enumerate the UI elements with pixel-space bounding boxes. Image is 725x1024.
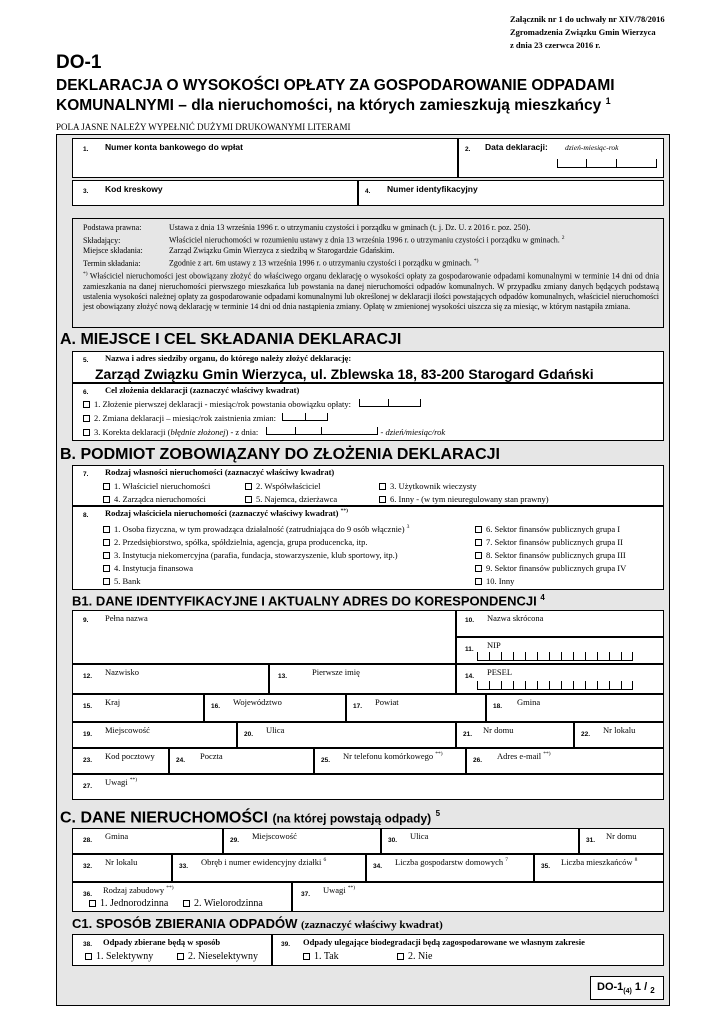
option-label: 8. Sektor finansów publicznych grupa III [486,550,626,560]
option-label: 2. Nie [408,951,433,962]
option-label: 9. Sektor finansów publicznych grupa IV [486,563,627,573]
checkbox[interactable] [83,415,90,422]
nip-field[interactable]: 11. NIP [456,637,664,664]
checkbox[interactable] [379,496,386,503]
section-a-title: A. MIEJSCE I CEL SKŁADANIA DEKLARACJI [60,331,402,348]
field-number: 7. [83,471,89,478]
owner-type-option[interactable] [475,563,626,573]
annex-line-3: z dnia 23 czerwca 2016 r. [510,40,601,50]
option-label: 1. Właściciel nieruchomości [114,481,211,491]
fill-instruction: POLA JASNE NALEŻY WYPEŁNIĆ DUŻYMI DRUKOWANYMI LITERAMI [56,122,351,132]
field-label: Liczba mieszkańców $^8$ [561,857,638,867]
option-label: ) - z dnia: [225,427,259,437]
footnote-mark: *) [83,271,88,278]
checkbox[interactable] [475,565,482,572]
checkbox[interactable] [475,526,482,533]
option-label: 2. Współwłaściciel [256,481,321,491]
field-number: 6. [83,389,89,396]
post-office-field[interactable]: 24. Poczta [169,748,314,774]
page-indicator [590,976,664,1000]
bank-account-field[interactable] [72,138,458,178]
property-locality-field[interactable]: 29. Miejscowość [223,828,381,854]
option-label: 1. Osoba fizyczna, w tym prowadząca działalność (zatrudniająca do 9 osób włącznie) [114,524,405,534]
country-field[interactable]: 15. Kraj [72,694,204,722]
checkbox[interactable] [83,401,90,408]
ownership-option[interactable] [103,481,210,491]
field-label: Ulica [410,831,429,841]
ownership-option[interactable] [245,481,321,491]
field-label: Adres e-mail **) [497,751,551,761]
legal-key: Termin składania: [83,258,141,268]
field-label: Uwagi **) [105,777,138,787]
building-type-single-family[interactable] [89,898,168,909]
authority-address: Zarząd Związku Gmin Wierzyca, ul. Zblewska 18, 83-200 Starogard Gdański [95,366,594,382]
biodegradable-waste-field: 39. Odpady ulegające biodegradacji będą zagospodarowane we własnym zakresie 1. Tak 2. Nie [272,934,664,966]
footnote-mark: *) [473,258,479,265]
legal-note: Właściciel nieruchomości jest obowiązany złożyć do właściwego organu deklarację o wysokości opłaty za gospodarowanie odpadami komunalnymi w terminie 14 dni od dnia zamieszkania na danej nieruchomości pierwszego mieszkańca lub powstania na danej nieruchomości odpadów komunalnych. W przypadku zmiany danych będących podstawą ustalenia wysokości należnej opłaty za gospodarowanie odpadami komunalnymi lub określonej w deklaracji ilości powstających odpadów komunalnych, właściciel nieruchomości jest obowiązany złożyć nową deklarację w terminie 14 dni od dnia nastąpienia zmiany. Opłatę w zmienionej wysokości uiszcza się za miesiąc, w którym nastąpiła zmiana. [83,271,659,312]
checkbox[interactable] [245,496,252,503]
pesel-field[interactable]: 14. PESEL [456,664,664,694]
purpose-first-declaration[interactable] [83,399,421,409]
option-label: 2. Nieselektywny [188,951,258,962]
option-label: 3. Korekta deklaracji ( [94,427,171,437]
option-label: 1. Złożenie pierwszej deklaracji - miesiąc/rok powstania obowiązku opłaty: [94,399,352,409]
owner-type-option[interactable] [103,537,368,547]
annex-note [510,13,665,52]
date-format-hint: dzień-miesiąc-rok [565,143,619,152]
building-type-field: 36. Rodzaj zabudowy **) 1. Jednorodzinna 2. Wielorodzinna [72,882,292,912]
households-count-field[interactable]: 34. Liczba gospodarstw domowych $^7$ [366,854,534,882]
field-number: 2. [465,146,471,153]
locality-field[interactable]: 19. Miejscowość [72,722,237,748]
collection-selective[interactable] [85,951,153,962]
field-label: Pierwsze imię [312,667,360,677]
street-field[interactable]: 20. Ulica [237,722,456,748]
owner-type-option[interactable]: 1. Osoba fizyczna, w tym prowadząca działalność (zatrudniająca do 9 osób włącznie) $^3$ [103,524,409,534]
field-label: Powiat [375,697,399,707]
month-year-boxes[interactable] [359,399,421,407]
property-street-field[interactable]: 30. Ulica [381,828,579,854]
full-name-field[interactable]: 9. Pełna nazwa [72,610,456,664]
field-label: Kraj [105,697,121,707]
field-label: Data deklaracji: [485,142,548,152]
footnote-mark: 2 [561,235,565,242]
annex-line-1: Załącznik nr 1 do uchwały nr XIV/78/2016 [510,14,665,24]
checkbox[interactable] [85,953,92,960]
page-indicator-text: $DO-1_{(4)}$ 1 / $_2$ [597,981,655,996]
option-label-italic: błędnie złożonej [170,427,226,437]
checkbox[interactable] [89,900,96,907]
legal-value: Właściciel nieruchomości w rozumieniu ustawy z dnia 13 września 1996 r. o utrzymaniu czystości i porządku w gminach. [169,235,560,245]
section-b-title: B. PODMIOT ZOBOWIĄZANY DO ZŁOŻENIA DEKLARACJI [60,446,500,463]
checkbox[interactable] [103,552,110,559]
form-title-line-1: DEKLARACJA O WYSOKOŚCI OPŁATY ZA GOSPODAROWANIE ODPADAMI [56,77,615,94]
legal-value: Zgodnie z art. 6m ustawy z 13 września 1996 r. o utrzymaniu czystości i porządku w gminach. [169,258,472,268]
nip-digit-boxes[interactable] [477,652,633,662]
legal-key: Miejsce składania: [83,246,143,256]
option-label: 5. Najemca, dzierżawca [256,494,338,504]
property-house-number-field[interactable]: 31. Nr domu [579,828,664,854]
legal-key: Podstawa prawna: [83,223,142,232]
ownership-option[interactable] [379,494,549,504]
legal-key: Składający: [83,235,121,245]
remarks-field[interactable]: 27. Uwagi **) [72,774,664,800]
checkbox[interactable] [103,526,110,533]
property-apartment-number-field[interactable]: 32. Nr lokalu [72,854,172,882]
option-label: 1. Tak [314,951,339,962]
field-label: Nazwa skrócona [487,613,544,623]
field-label: Ulica [266,725,285,735]
house-number-field[interactable]: 21. Nr domu [456,722,574,748]
option-label: 5. Bank [114,576,141,586]
field-label: Cel złożenia deklaracji (zaznaczyć właściwy kwadrat) [105,385,300,395]
surname-field[interactable]: 12. Nazwisko [72,664,269,694]
plot-number-field[interactable]: 33. Obręb i numer ewidencyjny działki $^6$ [172,854,366,882]
field-label: Miejscowość [105,725,150,735]
declaration-purpose-field [72,383,664,441]
field-number: 5. [83,357,89,364]
ownership-option[interactable] [245,494,337,504]
checkbox[interactable] [397,953,404,960]
form-code: DO-1 [56,52,102,73]
collection-method-field: 38. Odpady zbierane będą w sposób 1. Selektywny 2. Nieselektywny [72,934,272,966]
purpose-change-declaration[interactable] [83,413,328,423]
option-label: 3. Użytkownik wieczysty [390,481,477,491]
commune-field[interactable]: 18. Gmina [486,694,664,722]
field-number: 3. [83,188,89,195]
date-format-hint: - dzień/miesiąc/rok [380,427,446,437]
field-label: Nr domu [483,725,514,735]
field-label: Kod kreskowy [105,184,163,194]
option-label: 4. Instytucja finansowa [114,563,194,573]
annex-line-2: Zgromadzenia Związku Gmin Wierzyca [510,27,656,37]
checkbox[interactable] [103,539,110,546]
checkbox[interactable] [177,953,184,960]
checkbox[interactable] [103,565,110,572]
field-label: Nazwisko [105,667,139,677]
purpose-correction[interactable] [83,427,445,437]
identification-number-field [358,180,664,206]
field-label: Numer identyfikacyjny [387,184,478,194]
first-name-field[interactable]: 13. Pierwsze imię [269,664,456,694]
field-number: 1. [83,146,89,153]
property-remarks-field[interactable]: 37. Uwagi **) [292,882,664,912]
owner-type-option[interactable] [475,537,623,547]
legal-info-block [72,218,664,328]
checkbox[interactable] [303,953,310,960]
field-label: Nr lokalu [603,725,636,735]
ownership-type-field [72,465,664,506]
field-label: Województwo [233,697,282,707]
field-number: 8. [83,512,89,519]
field-label: Odpady zbierane będą w sposób [103,937,221,947]
owner-type-option[interactable] [475,576,514,586]
field-label: PESEL [487,667,513,677]
owner-type-option[interactable] [475,524,620,534]
field-label: Gmina [105,831,129,841]
field-label: NIP [487,640,501,650]
date-boxes [557,159,657,168]
option-label: 1. Jednorodzinna [100,898,169,909]
checkbox[interactable] [83,429,90,436]
option-label: 2. Zmiana deklaracji – miesiąc/rok zaistnienia zmian: [94,413,276,423]
postal-code-field[interactable]: 23. Kod pocztowy [72,748,169,774]
authority-field [72,351,664,383]
field-label: Uwagi **) [323,885,356,895]
owner-type-option[interactable] [103,550,398,560]
field-label: Odpady ulegające biodegradacji będą zagospodarowane we własnym zakresie [303,937,585,947]
field-label: Rodzaj zabudowy **) [103,885,174,895]
short-name-field[interactable]: 10. Nazwa skrócona [456,610,664,637]
owner-type-option[interactable] [103,563,193,573]
checkbox[interactable] [245,483,252,490]
checkbox[interactable] [103,496,110,503]
checkbox[interactable] [475,539,482,546]
field-label: Gmina [517,697,541,707]
field-label: Obręb i numer ewidencyjny działki $^6$ [201,857,327,867]
field-number: 4. [365,188,371,195]
option-label: 3. Instytucja niekomercyjna (parafia, fundacja, stowarzyszenie, klub sportowy, itp.) [114,550,398,560]
option-label: 4. Zarządca nieruchomości [114,494,206,504]
date-boxes[interactable] [266,427,378,435]
building-type-multi-family[interactable] [183,898,263,909]
owner-type-option[interactable] [475,550,626,560]
option-label: 7. Sektor finansów publicznych grupa II [486,537,623,547]
voivodeship-field[interactable]: 16. Województwo [204,694,346,722]
field-label: Miejscowość [252,831,297,841]
option-label: 1. Selektywny [96,951,154,962]
field-label: Nazwa i adres siedziby organu, do którego należy złożyć deklarację: [105,353,352,363]
section-c1-title: C1. SPOSÓB ZBIERANIA ODPADÓW (zaznaczyć właściwy kwadrat) [72,916,443,931]
mobile-phone-field[interactable]: 25. Nr telefonu komórkowego **) [314,748,466,774]
checkbox[interactable] [183,900,190,907]
pesel-digit-boxes[interactable] [477,681,633,691]
section-b1-title: B1. DANE IDENTYFIKACYJNE I AKTUALNY ADRES DO KORESPONDENCJI $^4$ [72,593,545,609]
barcode-field [72,180,358,206]
field-label: Nr domu [606,831,637,841]
option-label: 6. Inny - (w tym nieuregulowany stan prawny) [390,494,549,504]
property-commune-field[interactable]: 28. Gmina [72,828,223,854]
field-label: Pełna nazwa [105,613,148,623]
biodegradable-no[interactable] [397,951,432,962]
checkbox[interactable] [475,552,482,559]
field-label: Liczba gospodarstw domowych $^7$ [395,857,508,867]
ownership-option[interactable] [379,481,477,491]
option-label: 2. Wielorodzinna [194,898,263,909]
checkbox[interactable] [103,483,110,490]
checkbox[interactable] [475,578,482,585]
owner-type-option[interactable] [103,576,140,586]
field-label: Nr telefonu komórkowego **) [343,751,443,761]
legal-value: Ustawa z dnia 13 września 1996 r. o utrzymaniu czystości i porządku w gminach (t. j. Dz. U. z 2016 r. poz. 250). [169,223,531,232]
checkbox[interactable] [103,578,110,585]
owner-type-field [72,506,664,590]
option-label: 6. Sektor finansów publicznych grupa I [486,524,621,534]
option-label: 10. Inny [486,576,515,586]
month-year-boxes[interactable] [282,413,328,421]
residents-count-field[interactable]: 35. Liczba mieszkańców $^8$ [534,854,664,882]
field-label: Rodzaj właściciela nieruchomości (zaznaczyć właściwy kwadrat) **) [105,508,348,518]
biodegradable-yes[interactable] [303,951,339,962]
field-label: Kod pocztowy [105,751,155,761]
collection-non-selective[interactable] [177,951,258,962]
field-label: Nr lokalu [105,857,138,867]
checkbox[interactable] [379,483,386,490]
field-label: Poczta [200,751,223,761]
section-c-title: C. DANE NIERUCHOMOŚCI (na której powstają odpady) $^5$ [60,809,441,827]
option-label: 2. Przedsiębiorstwo, spółka, spółdzielnia, agencja, grupa producencka, itp. [114,537,368,547]
form-title-line-2: KOMUNALNYMI – dla nieruchomości, na których zamieszkują mieszkańcy $^1$ [56,96,611,115]
apartment-number-field[interactable]: 22. Nr lokalu [574,722,664,748]
ownership-option[interactable] [103,494,206,504]
declaration-date-field[interactable] [458,138,664,178]
legal-value: Zarząd Związku Gmin Wierzyca z siedzibą w Starogardzie Gdańskim. [169,246,395,256]
email-field[interactable]: 26. Adres e-mail **) [466,748,664,774]
field-label: Numer konta bankowego do wpłat [105,142,243,152]
county-field[interactable]: 17. Powiat [346,694,486,722]
field-label: Rodzaj własności nieruchomości (zaznaczyć właściwy kwadrat) [105,467,335,477]
